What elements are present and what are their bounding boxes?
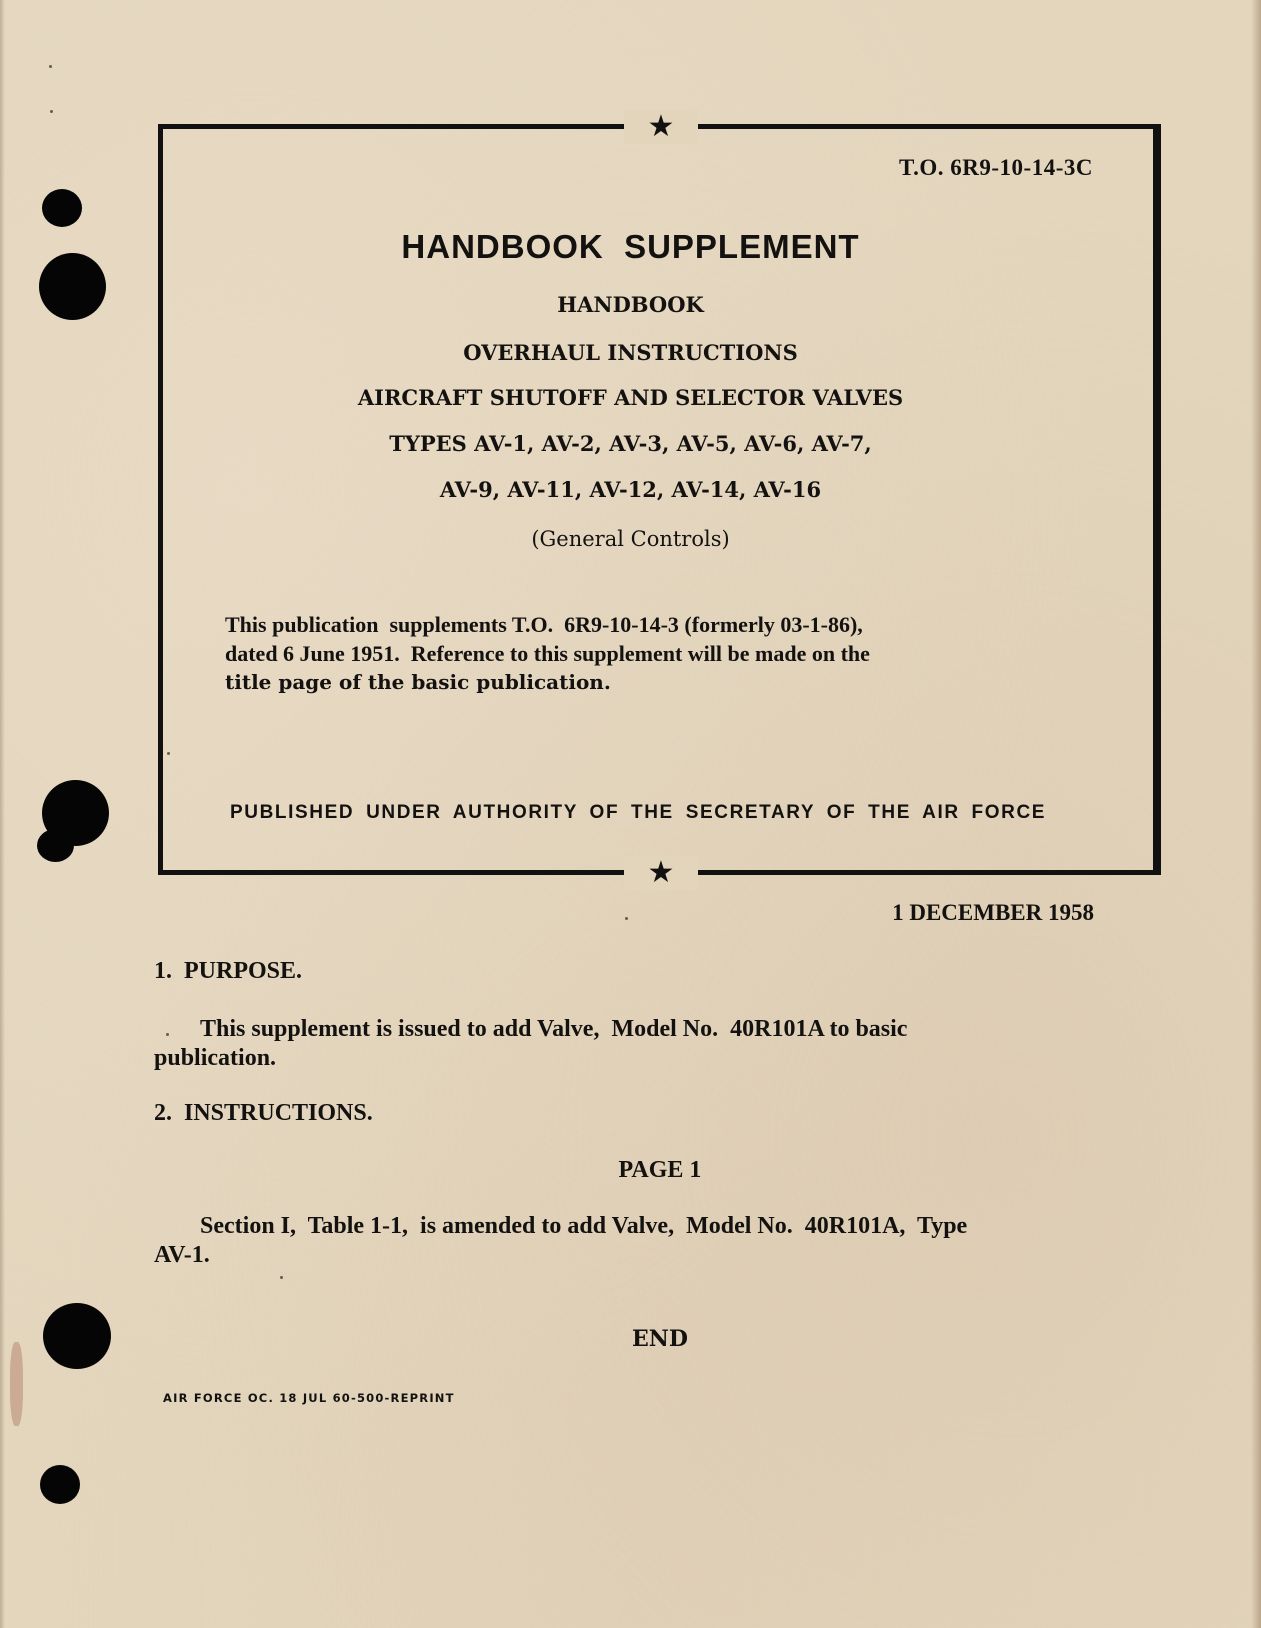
paper-speck [625,917,628,920]
section-body-line: AV-1. [154,1242,210,1268]
paragraph-line: This publication supplements T.O. 6R9-10-14-3 (formerly 03-1-86), [225,612,863,637]
print-footer: AIR FORCE OC. 18 JUL 60-500-REPRINT [163,1391,455,1405]
end-marker: END [632,1326,688,1352]
paper-speck [50,110,53,113]
subtitle-types-line2: AV-9, AV-11, AV-12, AV-14, AV-16 [439,477,822,502]
section-body-line: Section I, Table 1-1, is amended to add Valve, Model No. 40R101A, Type [200,1213,968,1239]
punch-hole [37,829,74,862]
section-body-line: This supplement is issued to add Valve, Model No. 40R101A to basic [200,1016,908,1042]
punch-hole [42,189,82,227]
subtitle-overhaul: OVERHAUL INSTRUCTIONS [463,340,798,365]
subtitle-handbook: HANDBOOK [557,292,704,317]
document-title: HANDBOOK SUPPLEMENT [401,228,860,265]
section-heading-purpose: 1. PURPOSE. [154,958,303,984]
paper-speck [49,65,52,68]
page-reference: PAGE 1 [618,1157,702,1183]
paper-speck [280,1276,283,1279]
publication-date: 1 DECEMBER 1958 [892,900,1094,925]
punch-hole [40,1465,80,1504]
subtitle-types-line1: TYPES AV-1, AV-2, AV-3, AV-5, AV-6, AV-7, [389,431,872,456]
star-icon: ★ [624,856,698,890]
section-body-line: publication. [154,1045,277,1071]
paper-stain [10,1342,23,1426]
authority-statement: PUBLISHED UNDER AUTHORITY OF THE SECRETARY OF THE AIR FORCE [230,802,1047,823]
subtitle-valves: AIRCRAFT SHUTOFF AND SELECTOR VALVES [357,385,904,410]
subtitle-manufacturer: (General Controls) [531,527,730,551]
paper-speck [167,752,170,755]
star-icon: ★ [624,110,698,144]
paragraph-line: title page of the basic publication. [225,670,611,694]
paper-speck [166,1033,169,1036]
supplement-paragraph [225,610,1105,697]
section-heading-instructions: 2. INSTRUCTIONS. [154,1100,373,1126]
technical-order-number: T.O. 6R9-10-14-3C [899,155,1093,180]
paragraph-line: dated 6 June 1951. Reference to this supplement will be made on the [225,641,870,666]
